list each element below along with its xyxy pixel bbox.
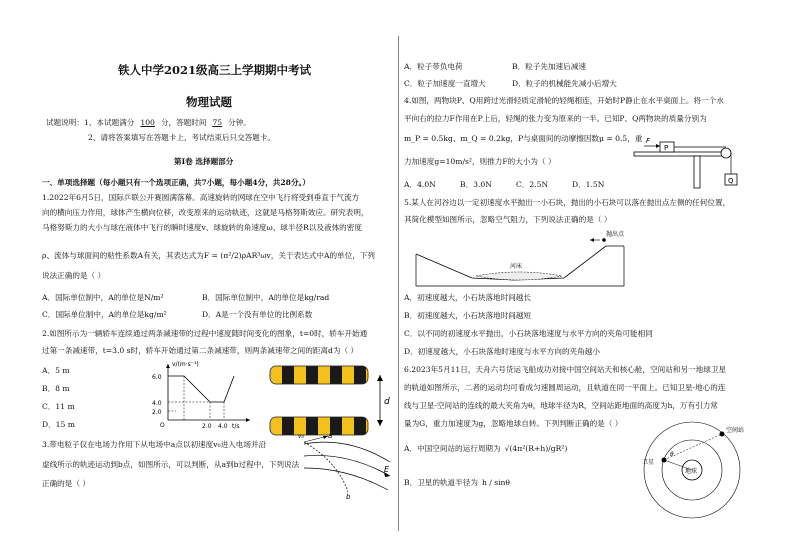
satellite-label: 卫星: [642, 459, 655, 466]
q2-graph-xtick: 4.0: [218, 423, 228, 430]
q4-line-4: 力加速度g=10m/s²，则推力F的大小为（ ）: [404, 157, 556, 166]
q4-option-c: C．2.5N: [516, 180, 549, 189]
part1-title: 一、单项选择题（每小题只有一个选项正确，共7小题，每小题4分，共28分。）: [42, 178, 310, 187]
q1-line-5: 说法正确的是（ ）: [42, 271, 106, 280]
q2-graph-xtick: 2.0: [202, 423, 212, 430]
q4-line-2: 平向右的拉力F作用在P上后，轻绳的张力变为原来的一半。已知P、Q两物块的质量分别为: [404, 114, 707, 123]
point-a-label: a: [328, 432, 333, 440]
q4-line-1: 4.如图，两物块P、Q用跨过光滑轻质定滑轮的轻绳相连，开始时P静止在水平桌面上。将一个水: [404, 96, 724, 105]
distance-label: d: [384, 397, 390, 407]
q6-option-b: B．卫星的轨道半径为 h / sinθ: [404, 478, 511, 487]
q6-option-a: A．中国空间站的运行周期为 √(4π²(R+h)/gR²): [404, 444, 568, 453]
q3-option-d: D．粒子的机械能先减小后增大: [512, 79, 617, 88]
force-f-label: F: [646, 137, 651, 145]
q4-option-b: B．3.0N: [460, 180, 492, 189]
q3-option-c: C．粒子加速度一直增大: [404, 79, 486, 88]
q5-option-d: D．初速度越大，小石块落地时速度与水平方向的夹角越小: [404, 347, 600, 356]
pulley: [721, 148, 731, 158]
q3-line-3: 正确的是（ ）: [42, 479, 90, 488]
q2-option-a: A．5 m: [42, 366, 70, 375]
q1-line-4: ρ、流体与球面间的粘性系数A有关，其表达式为F = (π²/2)ρAR³ωv，关于表达式中A的单位，下列: [42, 251, 376, 260]
instructions-line-1: 试题说明：1、本试题满分 100 分，答题时间 75 分钟。: [46, 118, 251, 127]
q5-line-1: 5.某人在河谷边以一定初速度水平抛出一小石块，抛出的小石块可以落在抛出点左侧的任何位置，: [404, 198, 731, 207]
q4-pulley-figure: [630, 134, 740, 190]
field-e-label: E: [384, 465, 390, 474]
q3-field-figure: [298, 432, 396, 500]
speed-bump-1: [270, 366, 368, 384]
q3-option-b: B．粒子先加速后减速: [512, 62, 586, 71]
q2-graph-ytick: 2.0: [152, 409, 162, 416]
throw-point-label: 抛出点: [606, 231, 625, 238]
section-title: 第Ⅰ卷 选择题部分: [174, 157, 234, 166]
q2-graph-ytick: 4.0: [152, 400, 162, 407]
q6-option-b-formula: h / sinθ: [481, 478, 511, 487]
q2-graph-xlabel: t/s: [232, 423, 240, 430]
q2-vt-graph: [150, 360, 260, 430]
q6-option-a-formula: √(4π²(R+h)/gR²): [504, 444, 568, 453]
q2-line-1: 2.如图所示为一辆轿车连续通过两条减速带的过程中速度随时间变化的图象，t=0时，轿车开始通: [42, 329, 368, 338]
river-bed-label: 河床: [510, 263, 523, 270]
q1-option-d: D．A是一个没有单位的比例系数: [202, 310, 313, 319]
exam-title: 铁人中学2021级高三上学期期中考试: [118, 63, 312, 77]
q4-line-3: m_P = 0.5kg、m_Q = 0.2kg，P与桌面间的动摩擦因数μ = 0.5，重: [404, 134, 643, 143]
q3-option-a: A．粒子带负电荷: [404, 62, 463, 71]
q5-option-b: B．初速度越大，小石块落地时间越短: [404, 311, 532, 320]
point-b-label: b: [346, 493, 351, 501]
q1-line-3: 马格努斯力的大小与球在液体中飞行的瞬时速度v、球旋转的角速度ω、球半径R以及液体的密度: [42, 223, 362, 232]
q1-line-1: 1.2022年6月5日，国际乒联公开赛圆满落幕。高速旋转的网球在空中飞行将受到垂直于气流方: [42, 193, 360, 202]
q1-line-2: 向的横向压力作用，球体产生横向位移，改变原来的运动轨迹，这就是马格努斯效应。研究表明，: [42, 208, 369, 217]
q5-line-2: 其简化模型如图所示，忽略空气阻力，下列说法正确的是（ ）: [404, 215, 612, 224]
subject-title: 物理试题: [186, 95, 232, 109]
q2-option-c: C．11 m: [42, 402, 75, 411]
column-divider: [398, 36, 399, 531]
instructions-line-2: 2、请将答案填写在答题卡上，考试结束后只交答题卡。: [88, 133, 276, 142]
q1-option-a: A．国际单位制中，A的单位是N/m²: [42, 293, 164, 302]
q2-graph-ytick: 6.0: [152, 374, 162, 381]
q6-line-1: 6.2023年5月11日，天舟六号货运飞船成功对接中国空间站天和核心舱，空间站和另一地球卫星: [404, 365, 727, 374]
q3-line-1: 3.带电粒子仅在电场力作用下从电场中a点以初速度v₀进入电场并沿: [42, 440, 267, 449]
q4-option-d: D．1.5N: [572, 180, 605, 189]
speed-bumps-figure: [270, 364, 395, 439]
q6-line-2: 的轨道如图所示，二者的运动均可看成匀速圆周运动，且轨道在同一平面上。已知卫星-地心的连: [404, 383, 726, 392]
v0-label: v₀: [298, 433, 304, 440]
q2-line-2: 过第一条减速带，t=3.0 s时，轿车开始通过第二条减速带，则两条减速带之间的距离d为（ ）: [42, 346, 359, 355]
q2-graph-ylabel: v/(m·s⁻¹): [172, 361, 199, 368]
q5-option-a: A．初速度越大，小石块落地时间越长: [404, 293, 531, 302]
earth-label: 地球: [685, 468, 698, 475]
q6-orbit-figure: [640, 418, 760, 523]
block-q-label: Q: [728, 177, 734, 185]
q4-option-a: A．4.0N: [404, 180, 436, 189]
q6-line-3: 线与卫星-空间站的连线的最大夹角为θ，地球半径为R，空间站距地面的高度为h，万有引力常: [404, 401, 718, 410]
space-station-label: 空间站: [726, 427, 745, 434]
q5-valley-figure: [414, 228, 634, 290]
q2-option-d: D．15 m: [42, 420, 75, 429]
q6-line-4: 量为G，重力加速度为g，忽略地球自转。下列判断正确的是（ ）: [404, 419, 623, 428]
q3-line-2: 虚线所示的轨迹运动到b点，如图所示，可以判断，从a到b过程中，下列说法: [42, 460, 300, 469]
q5-option-c: C．以不同的初速度水平抛出，小石块落地速度与水平方向的夹角可能相同: [404, 329, 653, 338]
q1-option-b: B．国际单位制中，A的单位是kg/rad: [202, 293, 330, 302]
theta-label: θ: [670, 451, 674, 458]
q2-option-b: B．8 m: [42, 384, 70, 393]
q1-option-c: C．国际单位制中，A的单位是kg/m²: [42, 310, 167, 319]
q2-graph-origin: O: [160, 422, 165, 429]
block-p-label: P: [664, 144, 669, 152]
